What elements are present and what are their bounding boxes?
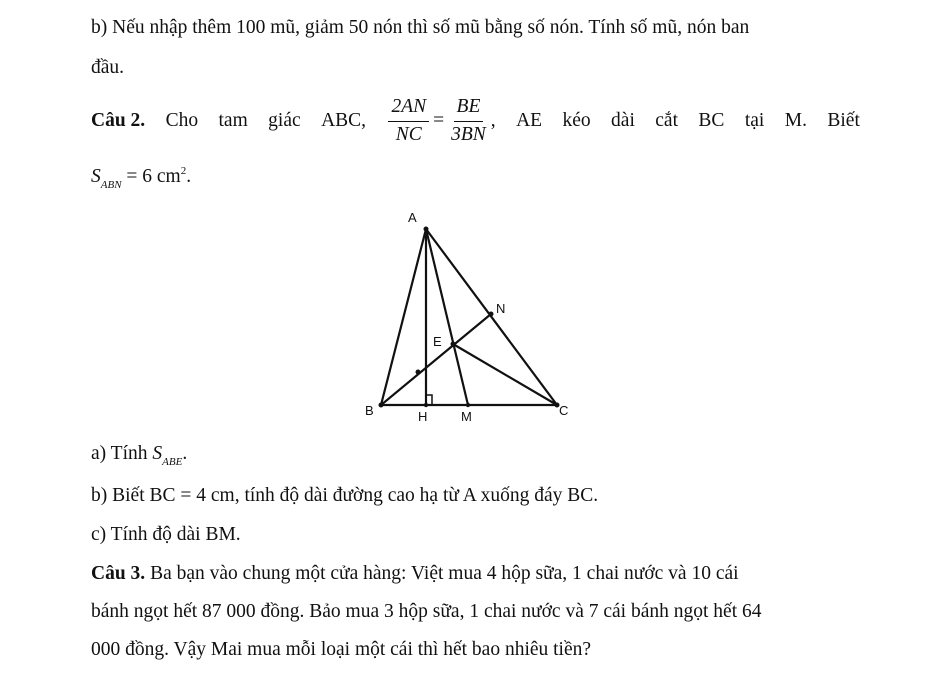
part-a: [91, 443, 188, 468]
segment-ec: [453, 344, 557, 405]
part-c: c) Tính độ dài BM.: [91, 524, 241, 545]
area-value: = 6 cm: [126, 166, 181, 187]
area-end: .: [186, 166, 192, 187]
part-a-prefix: a) Tính: [91, 443, 153, 464]
q3-line1: [91, 563, 739, 585]
fraction-numerator: 2AN: [388, 96, 429, 121]
label-n: N: [496, 301, 506, 316]
equals-sign: =: [433, 110, 445, 131]
area-abe-symbol: S: [152, 443, 163, 464]
point-mid: [416, 370, 421, 375]
area-symbol: S: [91, 166, 101, 187]
point-h: [424, 403, 428, 407]
label-h: H: [418, 409, 428, 424]
intro-b-line2: đầu.: [91, 57, 125, 78]
part-a-end: .: [182, 443, 188, 464]
area-superscript: 2: [180, 165, 187, 177]
side-ac: [426, 229, 557, 405]
side-ab: [381, 229, 426, 405]
q2-word-biet: Biết: [827, 110, 860, 131]
q3-line3: 000 đồng. Vậy Mai mua mỗi loại một cái thì hết bao nhiêu tiền?: [91, 639, 592, 660]
triangle-figure: [355, 200, 585, 430]
q2-word-3: ABC,: [321, 110, 367, 131]
q2-word-tai: tại: [744, 110, 765, 131]
q2-word-cat: cắt: [655, 110, 679, 131]
fraction-numerator: BE: [454, 96, 484, 121]
label-m: M: [461, 409, 472, 424]
q2-word-bc: BC: [698, 110, 725, 131]
q2-label: Câu 2.: [91, 110, 146, 131]
q2-line: [91, 92, 860, 150]
q2-equation: [386, 96, 495, 146]
q2-word-keo: kéo: [562, 110, 591, 131]
intro-b-line1: b) Nếu nhập thêm 100 mũ, giảm 50 nón thì số mũ bằng số nón. Tính số mũ, nón ban: [91, 17, 750, 38]
label-b: B: [365, 403, 374, 418]
area-subscript: ABN: [100, 179, 122, 191]
fraction-be-3bn: [448, 96, 489, 146]
fraction-denominator: NC: [395, 123, 422, 145]
q2-word-ae: AE: [516, 110, 543, 131]
point-a: [424, 227, 429, 232]
point-n: [489, 312, 494, 317]
label-c: C: [559, 403, 569, 418]
fraction-2an-nc: [388, 96, 429, 146]
point-b: [379, 403, 384, 408]
fraction-denominator: 3BN: [451, 123, 486, 145]
point-e: [451, 342, 456, 347]
q3-text1: Ba bạn vào chung một cửa hàng: Việt mua 4 hộp sữa, 1 chai nước và 10 cái: [150, 563, 739, 584]
q3-line2: bánh ngọt hết 87 000 đồng. Bảo mua 3 hộp sữa, 1 chai nước và 7 cái bánh ngọt hết 64: [91, 601, 762, 622]
q3-label: Câu 3.: [91, 563, 146, 584]
label-e: E: [433, 334, 442, 349]
q2-word-m: M.: [784, 110, 807, 131]
q2-word-2: giác: [268, 110, 301, 131]
label-a: A: [408, 210, 417, 225]
q2-word-1: tam: [218, 110, 248, 131]
part-b: b) Biết BC = 4 cm, tính độ dài đường cao hạ từ A xuống đáy BC.: [91, 485, 599, 506]
point-m: [466, 403, 470, 407]
area-abn-line: [91, 165, 192, 191]
segment-bn: [381, 314, 491, 405]
q2-word-dai: dài: [611, 110, 635, 131]
q2-word-0: Cho: [165, 110, 199, 131]
q2-comma: ,: [490, 110, 496, 131]
area-abe-subscript: ABE: [162, 456, 183, 468]
